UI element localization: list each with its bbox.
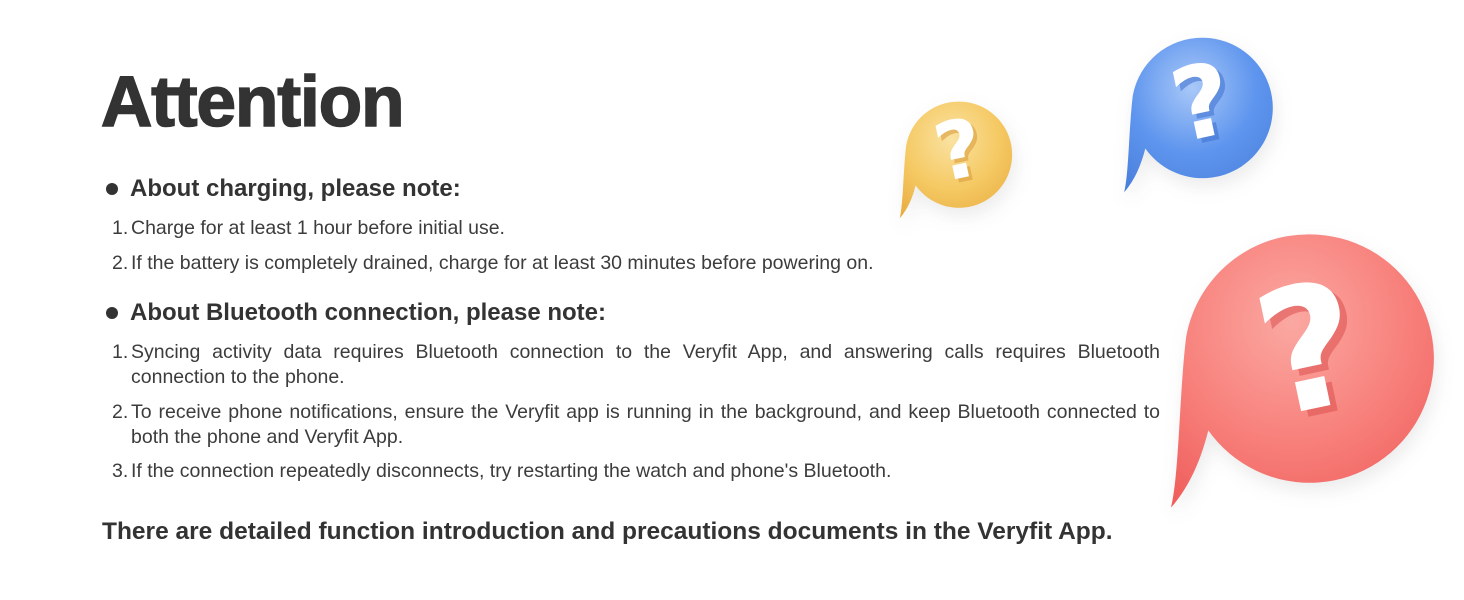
item-number: 1. bbox=[112, 341, 129, 363]
item-text: Charge for at least 1 hour before initial use. bbox=[131, 217, 505, 239]
list-item bbox=[112, 459, 1160, 484]
list-item bbox=[112, 400, 1160, 450]
section-heading-label: About Bluetooth connection, please note: bbox=[130, 299, 606, 326]
item-text: To receive phone notifications, ensure the Veryfit app is running in the background, and keep Bluetooth connected to both the phone and Veryfit App. bbox=[131, 401, 1160, 448]
footer-note: There are detailed function introduction and precautions documents in the Veryfit App. bbox=[102, 518, 1113, 545]
bullet-icon bbox=[106, 307, 118, 319]
question-mark-icon: ? bbox=[1161, 39, 1243, 166]
section-heading-charging bbox=[106, 175, 461, 203]
question-bubble-red bbox=[1160, 226, 1436, 516]
question-bubble-blue bbox=[1118, 33, 1274, 197]
list-item bbox=[112, 340, 1160, 390]
section-heading-bluetooth bbox=[106, 299, 606, 327]
item-text: Syncing activity data requires Bluetooth connection to the Veryfit App, and answering calls requires Bluetooth connection to the phone. bbox=[131, 341, 1160, 388]
list-item bbox=[112, 251, 1160, 276]
item-text: If the battery is completely drained, charge for at least 30 minutes before powering on. bbox=[131, 252, 874, 274]
question-mark-icon: ? bbox=[1240, 242, 1378, 457]
question-bubble-yellow bbox=[895, 98, 1013, 222]
section-heading-label: About charging, please note: bbox=[130, 175, 461, 202]
item-number: 3. bbox=[112, 460, 129, 482]
item-number: 2. bbox=[112, 401, 129, 423]
question-mark-icon: ? bbox=[926, 99, 991, 201]
item-number: 1. bbox=[112, 217, 129, 239]
item-text: If the connection repeatedly disconnects, try restarting the watch and phone's Bluetooth. bbox=[131, 460, 892, 482]
page-title: Attention bbox=[101, 63, 404, 142]
bullet-icon bbox=[106, 183, 118, 195]
item-number: 2. bbox=[112, 252, 129, 274]
